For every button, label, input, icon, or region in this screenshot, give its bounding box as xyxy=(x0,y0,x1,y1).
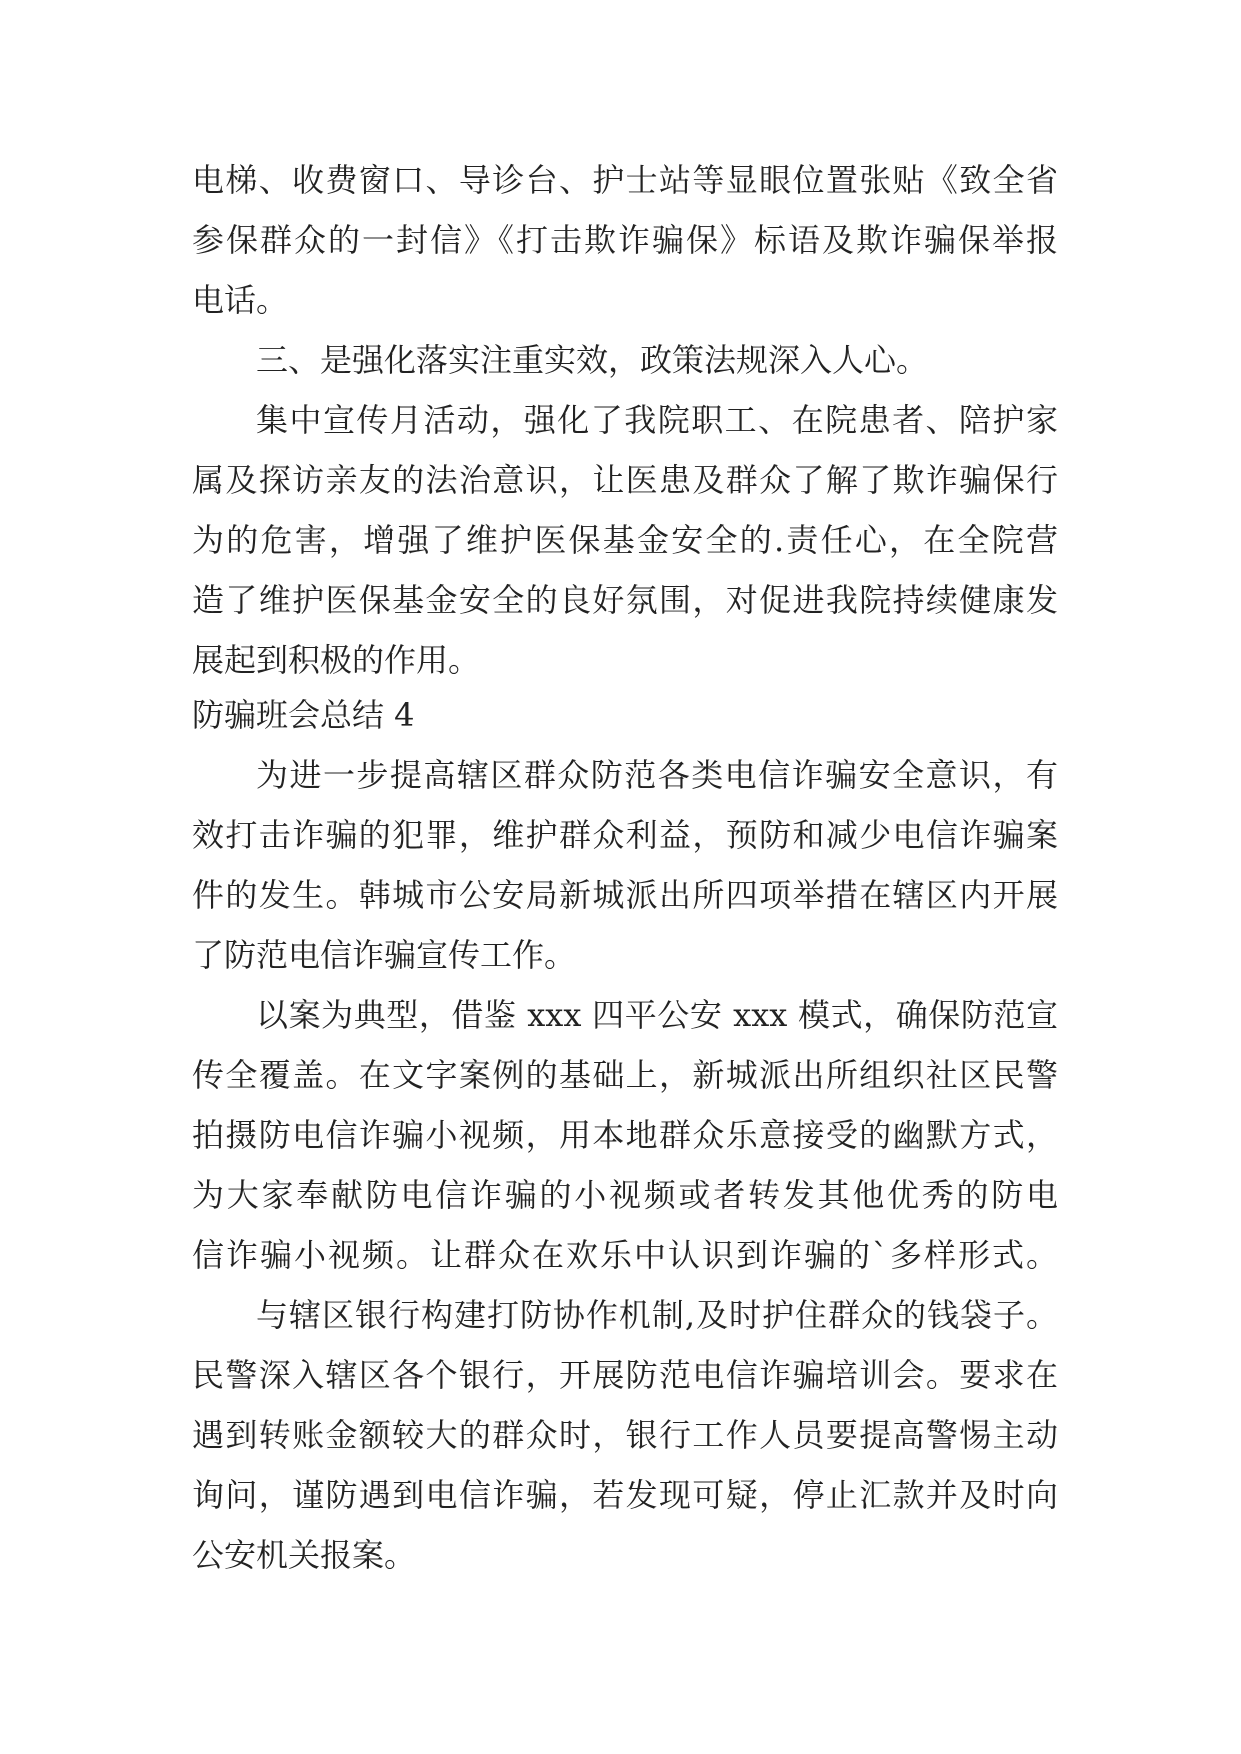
text-line: 民警深入辖区各个银行，开展防范电信诈骗培训会。要求在 xyxy=(192,1356,1058,1394)
text-line: 属及探访亲友的法治意识，让医患及群众了解了欺诈骗保行 xyxy=(192,461,1058,499)
text-line: 件的发生。韩城市公安局新城派出所四项举措在辖区内开展 xyxy=(192,876,1058,914)
text-line: 询问，谨防遇到电信诈骗，若发现可疑，停止汇款并及时向 xyxy=(192,1476,1058,1514)
document-title: 防骗班会总结 4 xyxy=(192,696,415,734)
text-line: 了防范电信诈骗宣传工作。 xyxy=(192,936,577,974)
section-heading: 三、是强化落实注重实效，政策法规深入人心。 xyxy=(256,341,929,379)
text-line: 公安机关报案。 xyxy=(192,1536,417,1574)
text-line: 为的危害，增强了维护医保基金安全的.责任心，在全院营 xyxy=(192,521,1058,559)
text-line: 拍摄防电信诈骗小视频，用本地群众乐意接受的幽默方式， xyxy=(192,1116,1058,1154)
text-line: 展起到积极的作用。 xyxy=(192,641,481,679)
text-line: 信诈骗小视频。让群众在欢乐中认识到诈骗的`多样形式。 xyxy=(192,1236,1058,1274)
text-line: 遇到转账金额较大的群众时，银行工作人员要提高警惕主动 xyxy=(192,1416,1058,1454)
text-line: 为进一步提高辖区群众防范各类电信诈骗安全意识，有 xyxy=(256,756,1058,794)
text-line: 造了维护医保基金安全的良好氛围，对促进我院持续健康发 xyxy=(192,581,1058,619)
text-line: 电话。 xyxy=(192,281,289,319)
text-line: 以案为典型，借鉴 xxx 四平公安 xxx 模式，确保防范宣 xyxy=(256,996,1058,1034)
text-line: 集中宣传月活动，强化了我院职工、在院患者、陪护家 xyxy=(256,401,1058,439)
text-line: 为大家奉献防电信诈骗的小视频或者转发其他优秀的防电 xyxy=(192,1176,1058,1214)
text-line: 电梯、收费窗口、导诊台、护士站等显眼位置张贴《致全省 xyxy=(192,161,1058,199)
text-line: 效打击诈骗的犯罪，维护群众利益，预防和减少电信诈骗案 xyxy=(192,816,1058,854)
text-line: 参保群众的一封信》《打击欺诈骗保》标语及欺诈骗保举报 xyxy=(192,221,1058,259)
text-line: 传全覆盖。在文字案例的基础上，新城派出所组织社区民警 xyxy=(192,1056,1058,1094)
text-line: 与辖区银行构建打防协作机制,及时护住群众的钱袋子。 xyxy=(256,1296,1058,1334)
